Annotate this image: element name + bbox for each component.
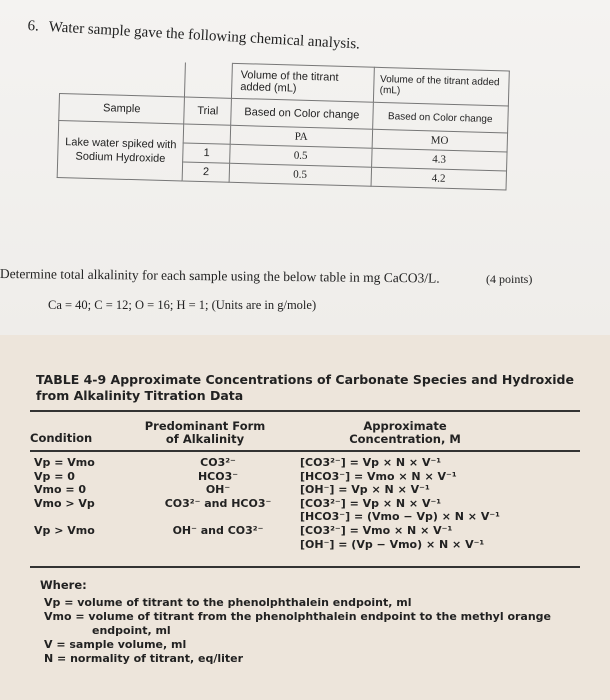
question-text: Water sample gave the following chemical analysis. <box>48 19 361 53</box>
concentration-column <box>300 456 580 551</box>
indicator-pa: PA <box>230 125 372 148</box>
form-cell: OH⁻ and CO3²⁻ <box>172 523 264 537</box>
definition-vmo: Vmo = volume of titrant from the phenolphthalein endpoint to the methyl orange <box>44 610 552 623</box>
condition-cell: Vp = Vmo <box>34 456 95 469</box>
sample-name: Lake water spiked with Sodium Hydroxide <box>57 120 184 180</box>
header-volume-mo: Volume of the titrant added (mL) <box>373 67 509 106</box>
variable-definitions <box>44 596 551 666</box>
form-cell: HCO3⁻ <box>197 469 239 483</box>
concentration-cell: [CO3²⁻] = Vp × N × V⁻¹ <box>300 456 442 469</box>
col-conc: Approximate Concentration, M <box>349 419 461 446</box>
condition-cell: Vmo = 0 <box>34 483 87 497</box>
trial-1: 1 <box>183 143 230 163</box>
reference-table-caption: TABLE 4-9 Approximate Concentrations of Carbonate Species and Hydroxide from Alkalinity Titration Data <box>36 372 574 403</box>
where-label: Where: <box>40 578 87 592</box>
points-label: (4 points) <box>486 272 533 286</box>
form-cell <box>148 510 288 524</box>
col-form: Predominant Form of Alkalinity <box>144 419 266 446</box>
header-rule <box>30 450 580 452</box>
concentration-cell: [OH⁻] = (Vp − Vmo) × N × V⁻¹ <box>300 537 485 551</box>
mo-value-1: 4.3 <box>371 148 507 171</box>
header-trial: Trial <box>184 97 231 125</box>
col-condition: Condition <box>30 431 93 445</box>
condition-cell <box>34 510 144 524</box>
trial-2: 2 <box>182 162 229 182</box>
condition-cell: Vmo > Vp <box>34 496 95 510</box>
definition-vp: Vp = volume of titrant to the phenolphthalein endpoint, ml <box>44 596 412 609</box>
table-bottom-rule <box>30 566 580 568</box>
concentration-cell: [HCO3⁻] = Vmo × N × V⁻¹ <box>300 469 457 483</box>
condition-cell: Vp = 0 <box>34 469 75 483</box>
concentration-cell: [CO3²⁻] = Vmo × N × V⁻¹ <box>300 523 453 537</box>
concentration-cell: [CO3²⁻] = Vp × N × V⁻¹ <box>300 496 442 510</box>
form-cell: OH⁻ <box>205 483 231 497</box>
atomic-masses: Ca = 40; C = 12; O = 16; H = 1; (Units are in g/mole) <box>48 298 317 312</box>
indicator-mo: MO <box>372 129 508 152</box>
condition-cell <box>34 538 144 552</box>
header-volume-pa: Volume of the titrant added (mL) <box>232 63 374 102</box>
definition-vmo-cont: endpoint, ml <box>92 624 171 637</box>
definition-n: N = normality of titrant, eq/liter <box>44 652 244 665</box>
instruction-text: Determine total alkalinity for each sample using the below table in mg CaCO3/L. <box>0 266 440 286</box>
question-number: 6. <box>27 18 40 35</box>
header-color-mo: Based on Color change <box>372 102 508 133</box>
condition-column <box>34 456 144 551</box>
mo-value-2: 4.2 <box>371 167 507 190</box>
concentration-cell: [HCO3⁻] = (Vmo − Vp) × N × V⁻¹ <box>300 510 500 524</box>
form-cell: CO3²⁻ <box>200 456 236 469</box>
analysis-table-wrapper <box>57 58 510 191</box>
form-cell <box>148 538 288 552</box>
header-sample: Sample <box>59 94 185 124</box>
form-column <box>148 456 288 551</box>
pa-value-2: 0.5 <box>229 163 371 186</box>
analysis-table <box>57 58 510 191</box>
caption-rule <box>30 410 580 412</box>
header-color-pa: Based on Color change <box>231 98 373 129</box>
pa-value-1: 0.5 <box>230 144 372 167</box>
definition-v: V = sample volume, ml <box>44 638 187 651</box>
form-cell: CO3²⁻ and HCO3⁻ <box>164 496 272 510</box>
concentration-cell: [OH⁻] = Vp × N × V⁻¹ <box>300 483 430 497</box>
condition-cell: Vp > Vmo <box>34 523 95 537</box>
